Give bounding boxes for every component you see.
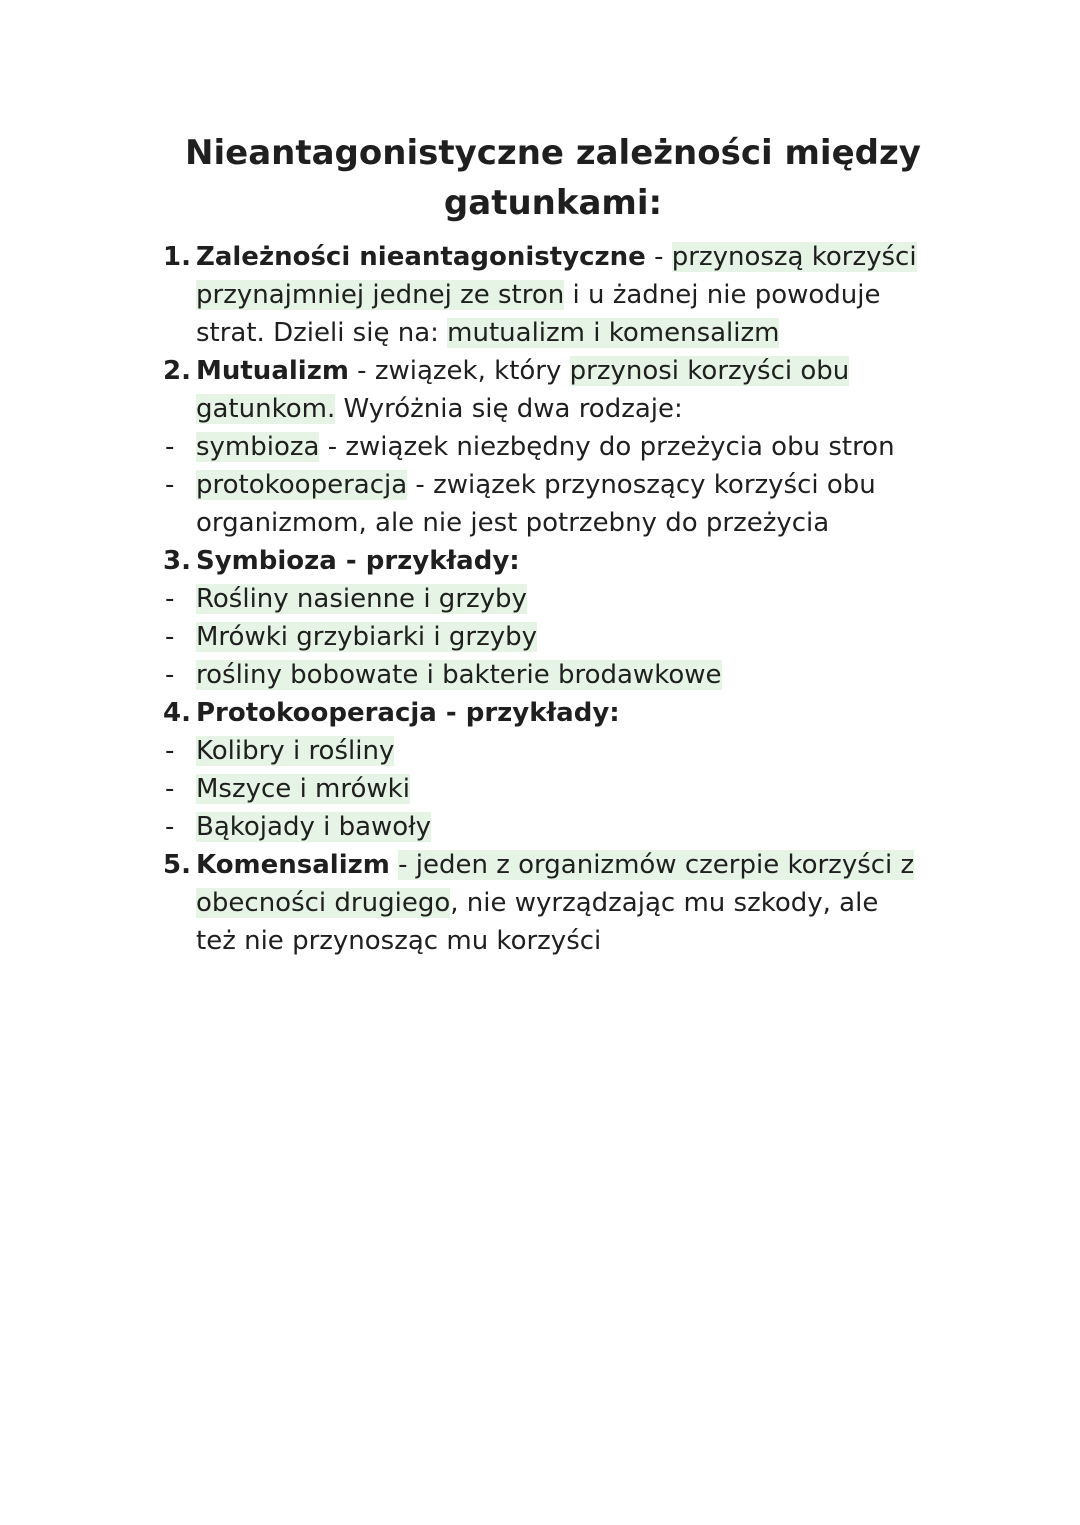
highlight: przynoszą korzyści <box>671 242 917 272</box>
item-text: strat. Dzieli się na: <box>196 318 448 348</box>
page-title <box>163 128 943 228</box>
highlight: symbioza <box>196 432 320 462</box>
example-item <box>163 732 950 770</box>
item-text: - związek, który <box>348 356 570 386</box>
title-line-1: Nieantagonistyczne zależności między <box>185 133 921 173</box>
example-item <box>163 808 950 846</box>
item-text: organizmom, ale nie jest potrzebny do przeżycia <box>196 508 830 538</box>
item-term: Mutualizm <box>196 356 349 386</box>
list-item-3 <box>163 542 950 580</box>
dash-marker: - <box>165 812 175 842</box>
item-text: też nie przynosząc mu korzyści <box>196 926 602 956</box>
list-item-5-line-2 <box>163 884 950 922</box>
highlight: przynosi korzyści obu <box>569 356 850 386</box>
dash-marker: - <box>165 736 175 766</box>
dash-marker: - <box>165 432 175 462</box>
highlight: Rośliny nasienne i grzyby <box>196 584 527 614</box>
highlight: przynajmniej jednej ze stron <box>196 280 565 310</box>
item-heading: Protokooperacja - przykłady: <box>196 698 620 728</box>
item-text: - związek przynoszący korzyści obu <box>407 470 876 500</box>
dash-marker: - <box>165 660 175 690</box>
dash-marker: - <box>165 470 175 500</box>
list-item-5 <box>163 846 950 884</box>
list-item-1-line-2 <box>163 276 950 314</box>
list-item-2-line-2 <box>163 390 950 428</box>
item-number: 5. <box>163 850 191 880</box>
item-text: , nie wyrządzając mu szkody, ale <box>450 888 879 918</box>
item-number: 4. <box>163 698 191 728</box>
dash-marker: - <box>165 584 175 614</box>
item-term: Zależności nieantagonistyczne <box>196 242 646 272</box>
highlight: Mszyce i mrówki <box>196 774 410 804</box>
item-number: 1. <box>163 242 191 272</box>
item-text: Wyróżnia się dwa rodzaje: <box>335 394 683 424</box>
dash-marker: - <box>165 774 175 804</box>
example-item <box>163 580 950 618</box>
notes-list <box>163 238 950 960</box>
highlight: mutualizm i komensalizm <box>447 318 780 348</box>
item-number: 2. <box>163 356 191 386</box>
list-item-1-line-3 <box>163 314 950 352</box>
example-item <box>163 618 950 656</box>
dash-marker: - <box>165 622 175 652</box>
item-separator: - <box>645 242 672 272</box>
title-line-2: gatunkami: <box>443 183 663 223</box>
dash-item-symbioza <box>163 428 950 466</box>
dash-item-protokooperacja-line-2 <box>163 504 950 542</box>
list-item-5-line-3 <box>163 922 950 960</box>
highlight: protokooperacja <box>196 470 408 500</box>
dash-item-protokooperacja <box>163 466 950 504</box>
list-item-1 <box>163 238 950 276</box>
list-item-4 <box>163 694 950 732</box>
item-text: i u żadnej nie powoduje <box>564 280 881 310</box>
item-number: 3. <box>163 546 191 576</box>
highlight: Bąkojady i bawoły <box>196 812 431 842</box>
highlight: gatunkom. <box>196 394 336 424</box>
highlight: - jeden z organizmów czerpie korzyści z <box>398 850 915 880</box>
item-heading: Symbioza - przykłady: <box>196 546 520 576</box>
item-term: Komensalizm <box>196 850 390 880</box>
example-item <box>163 656 950 694</box>
highlight: rośliny bobowate i bakterie brodawkowe <box>196 660 722 690</box>
item-text: - związek niezbędny do przeżycia obu stron <box>319 432 895 462</box>
example-item <box>163 770 950 808</box>
item-separator <box>390 850 398 880</box>
highlight: obecności drugiego <box>196 888 451 918</box>
list-item-2 <box>163 352 950 390</box>
highlight: Mrówki grzybiarki i grzyby <box>196 622 537 652</box>
highlight: Kolibry i rośliny <box>196 736 395 766</box>
